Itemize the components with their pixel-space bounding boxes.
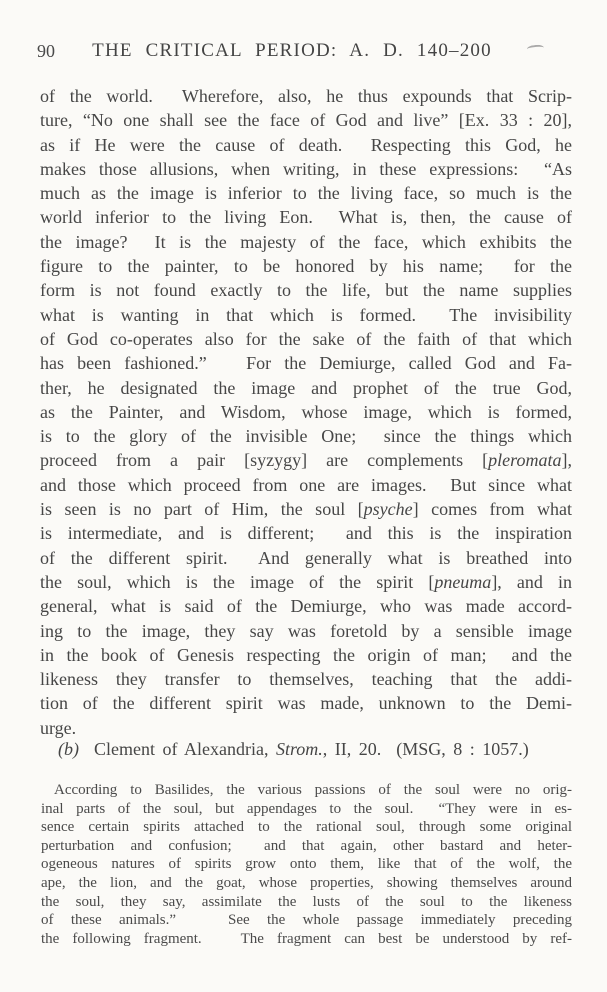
- text-line: proceed from a pair [syzygy] are complements [pleromata],: [40, 450, 572, 471]
- text-line: ape, the lion, and the goat, whose properties, showing themselves around: [41, 874, 572, 891]
- text-line: inal parts of the soul, but appendages to the soul. “They were in es-: [41, 800, 572, 817]
- section-heading-citation: [58, 739, 572, 760]
- text-line: as the Painter, and Wisdom, whose image, which is formed,: [40, 401, 572, 422]
- text-line: of these animals.” See the whole passage immediately preceding: [41, 912, 572, 929]
- text-line: makes those allusions, when writing, in these expressions: “As: [40, 158, 572, 179]
- text-line: the soul, they say, assimilate the lusts of the soul to the likeness: [41, 893, 572, 910]
- text-line: likeness they transfer to themselves, teaching that the addi-: [40, 669, 572, 690]
- text-line: the following fragment. The fragment can best be understood by ref-: [41, 930, 572, 947]
- page-number: 90: [37, 41, 55, 61]
- text-line: According to Basilides, the various passions of the soul were no orig-: [54, 782, 572, 798]
- text-line: as if He were the cause of death. Respecting this God, he: [40, 134, 572, 155]
- text-line: form is not found exactly to the life, but the name supplies: [40, 280, 572, 301]
- text-line: figure to the painter, to be honored by his name; for the: [40, 256, 572, 277]
- text-line: and those which proceed from one are images. But since what: [40, 474, 572, 495]
- running-title: THE CRITICAL PERIOD: A. D. 140–200: [92, 40, 492, 61]
- text-line: tion of the different spirit was made, unknown to the Demi-: [40, 693, 572, 714]
- text-line: ing to the image, they say was foretold by a sensible image: [40, 620, 572, 641]
- text-line: the soul, which is the image of the spirit [pneuma], and in: [40, 571, 572, 592]
- text-line: of God co-operates also for the sake of the faith of that which: [40, 328, 572, 349]
- text-line: (b) Clement of Alexandria, Strom., II, 20. (MSG, 8 : 1057.): [58, 739, 529, 759]
- text-line: perturbation and confusion; and that again, other bastard and heter-: [41, 837, 572, 854]
- text-line: what is wanting in that which is formed. The invisibility: [40, 304, 572, 325]
- text-line: is seen is no part of Him, the soul [psyche] comes from what: [40, 499, 572, 520]
- text-line: general, what is said of the Demiurge, who was made accord-: [40, 596, 572, 617]
- text-line: much as the image is inferior to the living face, so much is the: [40, 183, 572, 204]
- text-line: is to the glory of the invisible One; since the things which: [40, 426, 572, 447]
- text-line: world inferior to the living Eon. What is, then, the cause of: [40, 207, 572, 228]
- text-line: in the book of Genesis respecting the origin of man; and the: [40, 644, 572, 665]
- text-line: the image? It is the majesty of the face, which exhibits the: [40, 231, 572, 252]
- text-line: is intermediate, and is different; and this is the inspiration: [40, 523, 572, 544]
- main-passage: [40, 84, 572, 740]
- text-line: ogeneous natures of spirits grow onto them, like that of the wolf, the: [41, 856, 572, 873]
- text-line: of the different spirit. And generally what is breathed into: [40, 547, 572, 568]
- text-line: urge.: [40, 717, 77, 738]
- text-line: ther, he designated the image and prophet of the true God,: [40, 377, 572, 398]
- footnote-paragraph: [41, 781, 572, 948]
- text-line: sence certain spirits attached to the rational soul, through some original: [41, 819, 572, 836]
- text-line: has been fashioned.” For the Demiurge, called God and Fa-: [40, 353, 572, 374]
- text-line: ture, “No one shall see the face of God and live” [Ex. 33 : 20],: [40, 110, 572, 131]
- text-line: of the world. Wherefore, also, he thus expounds that Scrip-: [40, 86, 572, 106]
